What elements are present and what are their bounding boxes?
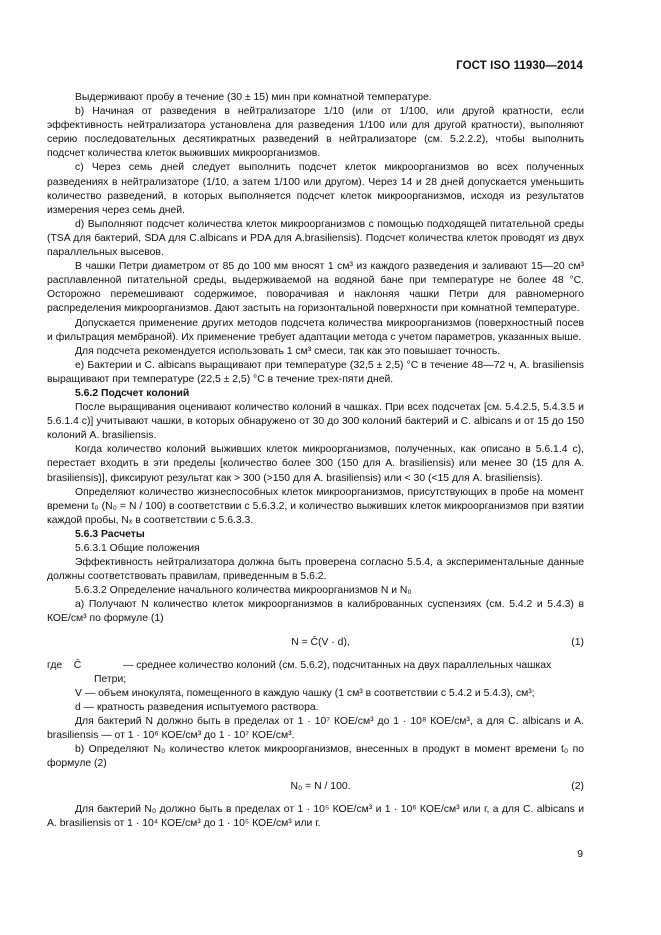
paragraph: В чашки Петри диаметром от 85 до 100 мм вносят 1 см³ из каждого разведения и заливают 15—20 см³ расплавленной питательной среды, выдерживаемой на водяной бане при температуре не более 48 °С. Осторожно перемешивают содержимое, поворачивая и наклоняя чашки Петри для равномерного распределения микроорганизмов. Дают застыть на горизонтальной поверхности при комнатной температуре. <box>47 261 584 315</box>
subsection-heading: 5.6.3.1 Общие положения <box>75 543 200 554</box>
paragraph: b) Начиная от разведения в нейтрализаторе 1/10 (или от 1/100, или другой кратности, если эффективность нейтрализатора установлена для разведения 1/100 или для другой кратности), выполняют серию последовательных десятикратных разведений в нейтрализаторе (см. 5.2.2.2), чтобы выполнить подсчет количества клеток выживших микроорганизмов. <box>47 106 584 160</box>
section-heading: 5.6.2 Подсчет колоний <box>75 387 190 399</box>
section-heading: 5.6.3 Расчеты <box>75 528 145 540</box>
legend-continuation: Петри; <box>94 673 127 685</box>
formula-1 <box>47 635 584 651</box>
subsection-heading: 5.6.3.2 Определение начального количества микроорганизмов N и N₀ <box>75 585 412 597</box>
paragraph: d) Выполняют подсчет количества клеток микроорганизмов с помощью подходящей питательной среды (TSA для бактерий, SDA для C.albicans и PDA для A.brasiliensis). Подсчет количества клеток проводят из двух параллельных высевов. <box>47 218 584 259</box>
paragraph: b) Определяют N₀ количество клеток микроорганизмов, внесенных в продукт в момент времени t₀ по формуле (2) <box>47 744 584 770</box>
paragraph: c) Через семь дней следует выполнить подсчет клеток микроорганизмов во всех полученных разведениях в нейтрализаторе (1/10, а затем 1/100 или другом). Через 14 и 28 дней допускается уменьшить количество разведений, в которых выполняется подсчет клеток микроорганизмов, исходя из результатов измерения через семь дней. <box>47 162 584 216</box>
paragraph: Когда количество колоний выживших клеток микроорганизмов, полученных, как описано в 5.6.1.4 c), перестает входить в эти пределы [количество более 300 (150 для A. brasiliensis) или менее 30 (15 для A. brasiliensis)], фиксируют результат как > 300 (>150 для A. brasiliensis) или < 30 (<15 для A. brasiliensis). <box>47 444 584 484</box>
paragraph: Допускается применение других методов подсчета количества микроорганизмов (поверхностный посев и фильтрация мембраной). Их применение требует адаптации метода с учетом параметров, указанных выше. <box>47 317 584 343</box>
legend-term: где C̄ <box>47 659 82 671</box>
paragraph: Определяют количество жизнеспособных клеток микроорганизмов, присутствующих в пробе на момент времени t₀ (N₀ = N / 100) в соответствии с 5.6.3.2, и количество выживших клеток микроорганизмов при взятии каждой пробы, Nₓ в соответствии с 5.6.3.3. <box>47 486 584 526</box>
standard-header: ГОСТ ISO 11930—2014 <box>456 60 583 72</box>
legend-v: V — объем инокулята, помещенного в каждую чашку (1 см³ в соответствии с 5.4.2 и 5.4.3), см³; <box>75 687 535 699</box>
legend-d: d — кратность разведения испытуемого раствора. <box>75 701 319 713</box>
paragraph: Для бактерий N₀ должно быть в пределах от 1 · 10⁵ КОЕ/см³ и 1 · 10⁶ КОЕ/см³ или г, а для C. albicans и A. brasiliensis от 1 · 10⁴ КОЕ/см³ до 1 · 10⁵ КОЕ/см³ или г. <box>47 804 584 830</box>
paragraph: Эффективность нейтрализатора должна быть проверена согласно 5.5.4, а экспериментальные данные должны соответствовать правилам, приведенным в 5.6.2. <box>47 557 584 583</box>
paragraph: e) Бактерии и C. albicans выращивают при температуре (32,5 ± 2,5) °С в течение 48—72 ч, A. brasiliensis выращивают при температуре (22,5 ± 2,5) °С в течение трех-пяти дней. <box>47 359 584 385</box>
formula-number: (1) <box>571 636 584 648</box>
paragraph: Для бактерий N должно быть в пределах от 1 · 10⁷ КОЕ/см³ до 1 · 10⁸ КОЕ/см³, а для C. albicans и A. brasiliensis — от 1 · 10⁶ КОЕ/см³ до 1 · 10⁷ КОЕ/см³. <box>47 715 584 742</box>
paragraph: a) Получают N количество клеток микроорганизмов в калиброванных суспензиях (см. 5.4.2 и 5.4.3) в КОЕ/см³ по формуле (1) <box>47 599 584 625</box>
legend-text: — среднее количество колоний (см. 5.6.2), подсчитанных на двух параллельных чашках <box>123 659 552 671</box>
document-body <box>47 91 584 832</box>
formula-expression: N = C̄(V · d), <box>291 636 350 648</box>
formula-expression: N₀ = N / 100. <box>290 781 351 793</box>
paragraph: Для подсчета рекомендуется использовать 1 см³ смеси, так как это повышает точность. <box>75 345 501 357</box>
page-number: 9 <box>577 849 583 860</box>
paragraph: Выдерживают пробу в течение (30 ± 15) мин при комнатной температуре. <box>75 92 432 103</box>
formula-number: (2) <box>571 781 584 793</box>
formula-2 <box>47 779 584 795</box>
paragraph: После выращивания оценивают количество колоний в чашках. При всех подсчетах [см. 5.4.2.5, 5.4.3.5 и 5.6.1.4 c)] учитывают чашки, в которых обнаружено от 30 до 300 колоний бактерий и C. albicans и от 15 до 150 колоний A. brasiliensis. <box>47 402 584 442</box>
formula-legend-c <box>47 659 584 673</box>
